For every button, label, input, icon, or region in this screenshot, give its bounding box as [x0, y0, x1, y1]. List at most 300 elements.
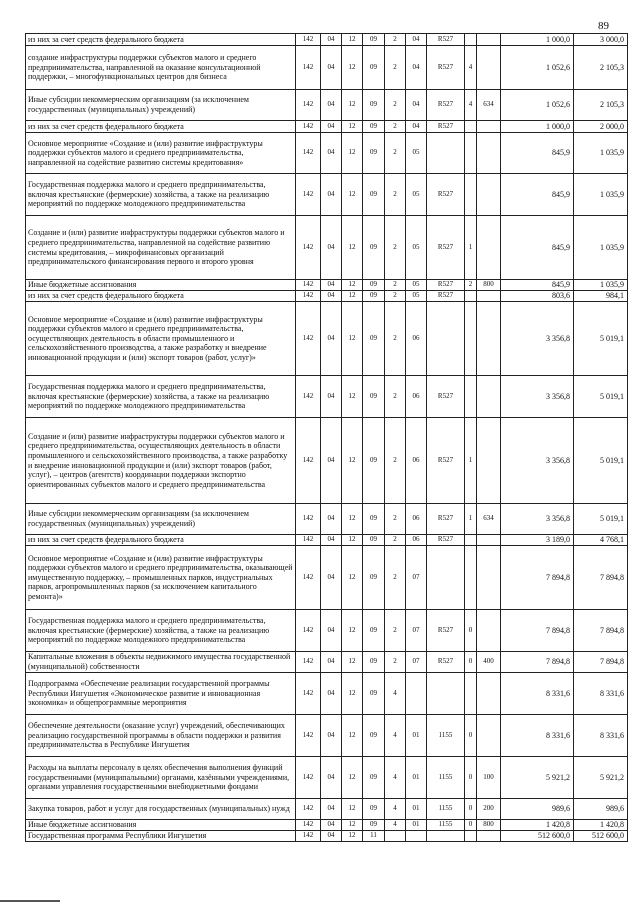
cell-expense-type: [477, 831, 501, 842]
cell-direction: R527: [427, 504, 465, 535]
cell-program: 09: [363, 302, 385, 376]
cell-expense-type: [477, 133, 501, 174]
cell-subprogram: 2: [385, 376, 406, 418]
table-row: [26, 376, 628, 418]
table-row: [26, 174, 628, 216]
cell-program: 09: [363, 46, 385, 90]
cell-rz: 04: [321, 673, 342, 715]
cell-program: 09: [363, 610, 385, 652]
cell-expense-type: 100: [477, 757, 501, 799]
cell-direction: 1155: [427, 799, 465, 820]
cell-event: 06: [406, 535, 427, 546]
cell-event: 01: [406, 820, 427, 831]
cell-event: 05: [406, 280, 427, 291]
row-name: Обеспечение деятельности (оказание услуг) учреждений, обеспечивающих реализацию государственной программы в области поддержки и развития предпринимательства в Республике Ингушетия: [26, 715, 296, 757]
cell-rz: 04: [321, 652, 342, 673]
cell-amount-1: 845,9: [501, 133, 574, 174]
cell-direction: R527: [427, 280, 465, 291]
cell-expense-type: [477, 216, 501, 280]
cell-gr: 142: [296, 46, 321, 90]
cell-subprogram: 4: [385, 673, 406, 715]
cell-event: 01: [406, 757, 427, 799]
cell-sub-direction: 1: [465, 216, 477, 280]
cell-subprogram: 2: [385, 174, 406, 216]
cell-amount-1: 3 356,8: [501, 418, 574, 504]
cell-direction: R527: [427, 90, 465, 121]
row-name: Государственная программа Республики Ингушетия: [26, 831, 296, 842]
table-row: [26, 757, 628, 799]
table-row: [26, 535, 628, 546]
cell-expense-type: [477, 34, 501, 46]
cell-subprogram: 2: [385, 280, 406, 291]
cell-sub-direction: 4: [465, 90, 477, 121]
cell-amount-1: 845,9: [501, 216, 574, 280]
cell-pr: 12: [342, 418, 363, 504]
cell-expense-type: [477, 302, 501, 376]
cell-amount-2: 1 035,9: [574, 133, 628, 174]
cell-rz: 04: [321, 90, 342, 121]
row-name: Иные бюджетные ассигнования: [26, 280, 296, 291]
cell-pr: 12: [342, 90, 363, 121]
table-row: [26, 90, 628, 121]
cell-rz: 04: [321, 34, 342, 46]
cell-expense-type: [477, 291, 501, 302]
cell-sub-direction: 2: [465, 280, 477, 291]
row-name: Капитальные вложения в объекты недвижимого имущества государственной (муниципальной) собственности: [26, 652, 296, 673]
cell-program: 09: [363, 376, 385, 418]
table-row: [26, 121, 628, 133]
cell-rz: 04: [321, 46, 342, 90]
cell-rz: 04: [321, 757, 342, 799]
row-name: Расходы на выплаты персоналу в целях обеспечения выполнения функций государственными (муниципальными) органами, казёнными учреждениями, органами управления государственными внебюджетными фондами: [26, 757, 296, 799]
cell-gr: 142: [296, 757, 321, 799]
row-name: Основное мероприятие «Создание и (или) развитие инфраструктуры поддержки субъектов малого и среднего предпринимательства, направленной на содействие развитию системы кредитования»: [26, 133, 296, 174]
cell-amount-2: 1 035,9: [574, 280, 628, 291]
table-row: [26, 216, 628, 280]
cell-sub-direction: [465, 376, 477, 418]
table-row: [26, 820, 628, 831]
cell-pr: 12: [342, 133, 363, 174]
cell-amount-1: 803,6: [501, 291, 574, 302]
cell-amount-2: 3 000,0: [574, 34, 628, 46]
cell-amount-1: 1 000,0: [501, 34, 574, 46]
cell-event: 06: [406, 504, 427, 535]
cell-amount-2: 5 921,2: [574, 757, 628, 799]
cell-pr: 12: [342, 174, 363, 216]
cell-sub-direction: 0: [465, 715, 477, 757]
cell-expense-type: [477, 46, 501, 90]
cell-program: 09: [363, 652, 385, 673]
row-name: Иные бюджетные ассигнования: [26, 820, 296, 831]
table-row: [26, 652, 628, 673]
cell-amount-2: 4 768,1: [574, 535, 628, 546]
table-row: [26, 302, 628, 376]
cell-rz: 04: [321, 302, 342, 376]
cell-gr: 142: [296, 504, 321, 535]
cell-gr: 142: [296, 535, 321, 546]
cell-sub-direction: [465, 302, 477, 376]
cell-subprogram: [385, 831, 406, 842]
cell-gr: 142: [296, 546, 321, 610]
cell-expense-type: 800: [477, 820, 501, 831]
cell-subprogram: 2: [385, 216, 406, 280]
row-name: Иные субсидии некоммерческим организациям (за исключением государственных (муниципальных) учреждений): [26, 504, 296, 535]
cell-direction: R527: [427, 121, 465, 133]
table-row: [26, 831, 628, 842]
cell-direction: R527: [427, 291, 465, 302]
cell-expense-type: [477, 673, 501, 715]
cell-direction: R527: [427, 652, 465, 673]
cell-subprogram: 2: [385, 652, 406, 673]
cell-subprogram: 2: [385, 302, 406, 376]
cell-gr: 142: [296, 673, 321, 715]
cell-expense-type: [477, 174, 501, 216]
cell-program: 11: [363, 831, 385, 842]
cell-amount-2: 2 105,3: [574, 90, 628, 121]
cell-pr: 12: [342, 535, 363, 546]
row-name: Государственная поддержка малого и среднего предпринимательства, включая крестьянские (фермерские) хозяйства, а также на реализацию мероприятий по поддержке молодежного предпринимательства: [26, 610, 296, 652]
table-row: [26, 46, 628, 90]
cell-direction: R527: [427, 174, 465, 216]
cell-sub-direction: 0: [465, 799, 477, 820]
cell-direction: R527: [427, 610, 465, 652]
row-name: Государственная поддержка малого и среднего предпринимательства, включая крестьянские (фермерские) хозяйства, а также на реализацию мероприятий по поддержке молодежного предпринимательства: [26, 376, 296, 418]
cell-direction: 1155: [427, 715, 465, 757]
cell-program: 09: [363, 121, 385, 133]
cell-event: 04: [406, 46, 427, 90]
cell-subprogram: 2: [385, 133, 406, 174]
cell-rz: 04: [321, 799, 342, 820]
cell-amount-1: 1 052,6: [501, 90, 574, 121]
cell-program: 09: [363, 715, 385, 757]
cell-sub-direction: 0: [465, 820, 477, 831]
cell-program: 09: [363, 291, 385, 302]
cell-pr: 12: [342, 46, 363, 90]
cell-gr: 142: [296, 652, 321, 673]
cell-event: 07: [406, 652, 427, 673]
cell-gr: 142: [296, 121, 321, 133]
cell-subprogram: 4: [385, 757, 406, 799]
cell-direction: [427, 302, 465, 376]
cell-gr: 142: [296, 216, 321, 280]
cell-subprogram: 2: [385, 291, 406, 302]
cell-amount-2: 512 600,0: [574, 831, 628, 842]
cell-rz: 04: [321, 610, 342, 652]
cell-event: 01: [406, 715, 427, 757]
cell-pr: 12: [342, 652, 363, 673]
cell-expense-type: 634: [477, 90, 501, 121]
cell-sub-direction: 0: [465, 610, 477, 652]
table-row: [26, 504, 628, 535]
cell-gr: 142: [296, 302, 321, 376]
cell-event: 07: [406, 546, 427, 610]
row-name: из них за счет средств федерального бюджета: [26, 34, 296, 46]
cell-sub-direction: 4: [465, 46, 477, 90]
cell-program: 09: [363, 174, 385, 216]
row-name: создание инфраструктуры поддержки субъектов малого и среднего предпринимательства, направленной на оказание консультационной поддержки, – многофункциональных центров для бизнеса: [26, 46, 296, 90]
cell-program: 09: [363, 504, 385, 535]
cell-amount-2: 5 019,1: [574, 418, 628, 504]
cell-sub-direction: 1: [465, 418, 477, 504]
cell-amount-2: 5 019,1: [574, 376, 628, 418]
cell-gr: 142: [296, 831, 321, 842]
cell-event: 05: [406, 216, 427, 280]
cell-direction: [427, 546, 465, 610]
cell-rz: 04: [321, 174, 342, 216]
cell-direction: [427, 831, 465, 842]
cell-rz: 04: [321, 715, 342, 757]
cell-direction: R527: [427, 34, 465, 46]
cell-rz: 04: [321, 376, 342, 418]
cell-sub-direction: [465, 535, 477, 546]
cell-expense-type: 400: [477, 652, 501, 673]
cell-gr: 142: [296, 90, 321, 121]
cell-pr: 12: [342, 799, 363, 820]
row-name: Создание и (или) развитие инфраструктуры поддержки субъектов малого и среднего предпринимательства, осуществляющих деятельность в области промышленного и сельскохозяйственного производства, а также разработку и внедрение инновационной продукции и (или) экспорт товаров (работ, услуг), – центров (агентств) координации поддержки экспортно ориентированных субъектов малого и среднего предпринимательства: [26, 418, 296, 504]
cell-amount-1: 845,9: [501, 280, 574, 291]
cell-amount-2: 2 105,3: [574, 46, 628, 90]
cell-event: 06: [406, 302, 427, 376]
cell-event: 05: [406, 291, 427, 302]
cell-direction: R527: [427, 418, 465, 504]
table-row: [26, 34, 628, 46]
cell-rz: 04: [321, 546, 342, 610]
cell-amount-1: 3 356,8: [501, 376, 574, 418]
cell-rz: 04: [321, 535, 342, 546]
page-number: 89: [598, 20, 609, 32]
cell-gr: 142: [296, 418, 321, 504]
cell-amount-1: 1 420,8: [501, 820, 574, 831]
table-row: [26, 715, 628, 757]
cell-amount-2: 1 420,8: [574, 820, 628, 831]
cell-pr: 12: [342, 216, 363, 280]
cell-amount-2: 5 019,1: [574, 302, 628, 376]
table-row: [26, 291, 628, 302]
cell-subprogram: 4: [385, 799, 406, 820]
cell-rz: 04: [321, 831, 342, 842]
row-name: Государственная поддержка малого и среднего предпринимательства, включая крестьянские (фермерские) хозяйства, а также на реализацию мероприятий по поддержке молодежного предпринимательства: [26, 174, 296, 216]
row-name: Основное мероприятие «Создание и (или) развитие инфраструктуры поддержки субъектов малого и среднего предпринимательства, оказывающей имущественную поддержку, – промышленных парков, индустриальных парков, агропромышленных парков (за исключением капитального ремонта)»: [26, 546, 296, 610]
cell-amount-1: 512 600,0: [501, 831, 574, 842]
row-name: Подпрограмма «Обеспечение реализации государственной программы Республики Ингушетия «Экономическое развитие и инновационная экономика» и общепрограммные мероприятия: [26, 673, 296, 715]
cell-amount-1: 7 894,8: [501, 652, 574, 673]
table-row: [26, 799, 628, 820]
cell-expense-type: [477, 715, 501, 757]
table-row: [26, 610, 628, 652]
cell-program: 09: [363, 34, 385, 46]
cell-rz: 04: [321, 216, 342, 280]
cell-gr: 142: [296, 34, 321, 46]
cell-subprogram: 2: [385, 504, 406, 535]
cell-gr: 142: [296, 376, 321, 418]
cell-gr: 142: [296, 715, 321, 757]
cell-expense-type: [477, 418, 501, 504]
cell-pr: 12: [342, 820, 363, 831]
cell-direction: 1155: [427, 757, 465, 799]
cell-gr: 142: [296, 291, 321, 302]
table-row: [26, 546, 628, 610]
scan-artifact-line: [0, 900, 60, 902]
cell-program: 09: [363, 90, 385, 121]
cell-pr: 12: [342, 291, 363, 302]
table-row: [26, 418, 628, 504]
cell-program: 09: [363, 216, 385, 280]
cell-amount-2: 7 894,8: [574, 546, 628, 610]
cell-program: 09: [363, 546, 385, 610]
cell-sub-direction: 0: [465, 757, 477, 799]
cell-amount-1: 5 921,2: [501, 757, 574, 799]
cell-expense-type: [477, 546, 501, 610]
cell-amount-2: 1 035,9: [574, 216, 628, 280]
cell-pr: 12: [342, 376, 363, 418]
cell-subprogram: 2: [385, 121, 406, 133]
cell-rz: 04: [321, 121, 342, 133]
cell-program: 09: [363, 535, 385, 546]
cell-event: 07: [406, 610, 427, 652]
cell-rz: 04: [321, 504, 342, 535]
cell-sub-direction: 0: [465, 652, 477, 673]
cell-amount-2: 7 894,8: [574, 610, 628, 652]
cell-gr: 142: [296, 610, 321, 652]
row-name: Иные субсидии некоммерческим организациям (за исключением государственных (муниципальных) учреждений): [26, 90, 296, 121]
cell-subprogram: 4: [385, 715, 406, 757]
cell-amount-2: 1 035,9: [574, 174, 628, 216]
cell-event: 06: [406, 418, 427, 504]
cell-expense-type: [477, 535, 501, 546]
cell-pr: 12: [342, 302, 363, 376]
cell-rz: 04: [321, 133, 342, 174]
cell-event: 05: [406, 133, 427, 174]
cell-expense-type: 200: [477, 799, 501, 820]
cell-program: 09: [363, 799, 385, 820]
cell-subprogram: 2: [385, 546, 406, 610]
cell-sub-direction: [465, 291, 477, 302]
cell-gr: 142: [296, 133, 321, 174]
cell-gr: 142: [296, 280, 321, 291]
cell-amount-1: 3 189,0: [501, 535, 574, 546]
cell-amount-1: 3 356,8: [501, 504, 574, 535]
cell-amount-1: 8 331,6: [501, 673, 574, 715]
cell-direction: R527: [427, 46, 465, 90]
cell-subprogram: 2: [385, 90, 406, 121]
cell-program: 09: [363, 418, 385, 504]
cell-pr: 12: [342, 757, 363, 799]
cell-program: 09: [363, 133, 385, 174]
cell-amount-2: 7 894,8: [574, 652, 628, 673]
cell-amount-2: 984,1: [574, 291, 628, 302]
cell-expense-type: 800: [477, 280, 501, 291]
cell-expense-type: [477, 121, 501, 133]
cell-direction: 1155: [427, 820, 465, 831]
cell-sub-direction: 1: [465, 504, 477, 535]
cell-sub-direction: [465, 34, 477, 46]
cell-event: [406, 673, 427, 715]
row-name: Основное мероприятие «Создание и (или) развитие инфраструктуры поддержки субъектов малого и среднего предпринимательства, осуществляющих деятельность в области промышленного и сельскохозяйственного производства, а также разработку и внедрение инновационной продукции и (или) экспорт товаров (работ, услуг)»: [26, 302, 296, 376]
cell-event: 06: [406, 376, 427, 418]
row-name: из них за счет средств федерального бюджета: [26, 291, 296, 302]
cell-event: 04: [406, 34, 427, 46]
cell-amount-1: 7 894,8: [501, 546, 574, 610]
cell-rz: 04: [321, 820, 342, 831]
cell-pr: 12: [342, 121, 363, 133]
cell-direction: R527: [427, 376, 465, 418]
cell-amount-2: 8 331,6: [574, 673, 628, 715]
cell-amount-1: 845,9: [501, 174, 574, 216]
cell-subprogram: 2: [385, 34, 406, 46]
cell-gr: 142: [296, 799, 321, 820]
cell-pr: 12: [342, 504, 363, 535]
cell-rz: 04: [321, 418, 342, 504]
table-row: [26, 673, 628, 715]
cell-program: 09: [363, 280, 385, 291]
cell-amount-1: 3 356,8: [501, 302, 574, 376]
cell-amount-2: 5 019,1: [574, 504, 628, 535]
cell-amount-1: 1 052,6: [501, 46, 574, 90]
cell-expense-type: 634: [477, 504, 501, 535]
cell-expense-type: [477, 610, 501, 652]
cell-direction: R527: [427, 535, 465, 546]
cell-sub-direction: [465, 174, 477, 216]
budget-table: [25, 33, 628, 842]
cell-program: 09: [363, 820, 385, 831]
cell-direction: [427, 133, 465, 174]
row-name: из них за счет средств федерального бюджета: [26, 121, 296, 133]
cell-subprogram: 2: [385, 46, 406, 90]
cell-pr: 12: [342, 546, 363, 610]
cell-amount-1: 7 894,8: [501, 610, 574, 652]
cell-program: 09: [363, 673, 385, 715]
cell-event: 04: [406, 90, 427, 121]
row-name: Создание и (или) развитие инфраструктуры поддержки субъектов малого и среднего предпринимательства, направленной на содействие развитию системы кредитования, – микрофинансовых организаций предпринимательского финансирования первого и второго уровня: [26, 216, 296, 280]
cell-gr: 142: [296, 820, 321, 831]
cell-pr: 12: [342, 610, 363, 652]
cell-event: 01: [406, 799, 427, 820]
cell-amount-2: 989,6: [574, 799, 628, 820]
cell-direction: R527: [427, 216, 465, 280]
row-name: из них за счет средств федерального бюджета: [26, 535, 296, 546]
cell-pr: 12: [342, 831, 363, 842]
cell-pr: 12: [342, 673, 363, 715]
cell-amount-1: 1 000,0: [501, 121, 574, 133]
cell-sub-direction: [465, 133, 477, 174]
cell-rz: 04: [321, 291, 342, 302]
cell-sub-direction: [465, 831, 477, 842]
cell-sub-direction: [465, 546, 477, 610]
cell-pr: 12: [342, 715, 363, 757]
cell-event: 05: [406, 174, 427, 216]
cell-subprogram: 2: [385, 418, 406, 504]
cell-amount-2: 2 000,0: [574, 121, 628, 133]
cell-subprogram: 2: [385, 610, 406, 652]
table-row: [26, 133, 628, 174]
cell-expense-type: [477, 376, 501, 418]
cell-gr: 142: [296, 174, 321, 216]
cell-pr: 12: [342, 280, 363, 291]
cell-program: 09: [363, 757, 385, 799]
cell-direction: [427, 673, 465, 715]
cell-subprogram: 4: [385, 820, 406, 831]
row-name: Закупка товаров, работ и услуг для государственных (муниципальных) нужд: [26, 799, 296, 820]
cell-subprogram: 2: [385, 535, 406, 546]
cell-event: 04: [406, 121, 427, 133]
cell-rz: 04: [321, 280, 342, 291]
cell-sub-direction: [465, 673, 477, 715]
cell-sub-direction: [465, 121, 477, 133]
cell-pr: 12: [342, 34, 363, 46]
cell-amount-1: 989,6: [501, 799, 574, 820]
cell-amount-2: 8 331,6: [574, 715, 628, 757]
table-row: [26, 280, 628, 291]
